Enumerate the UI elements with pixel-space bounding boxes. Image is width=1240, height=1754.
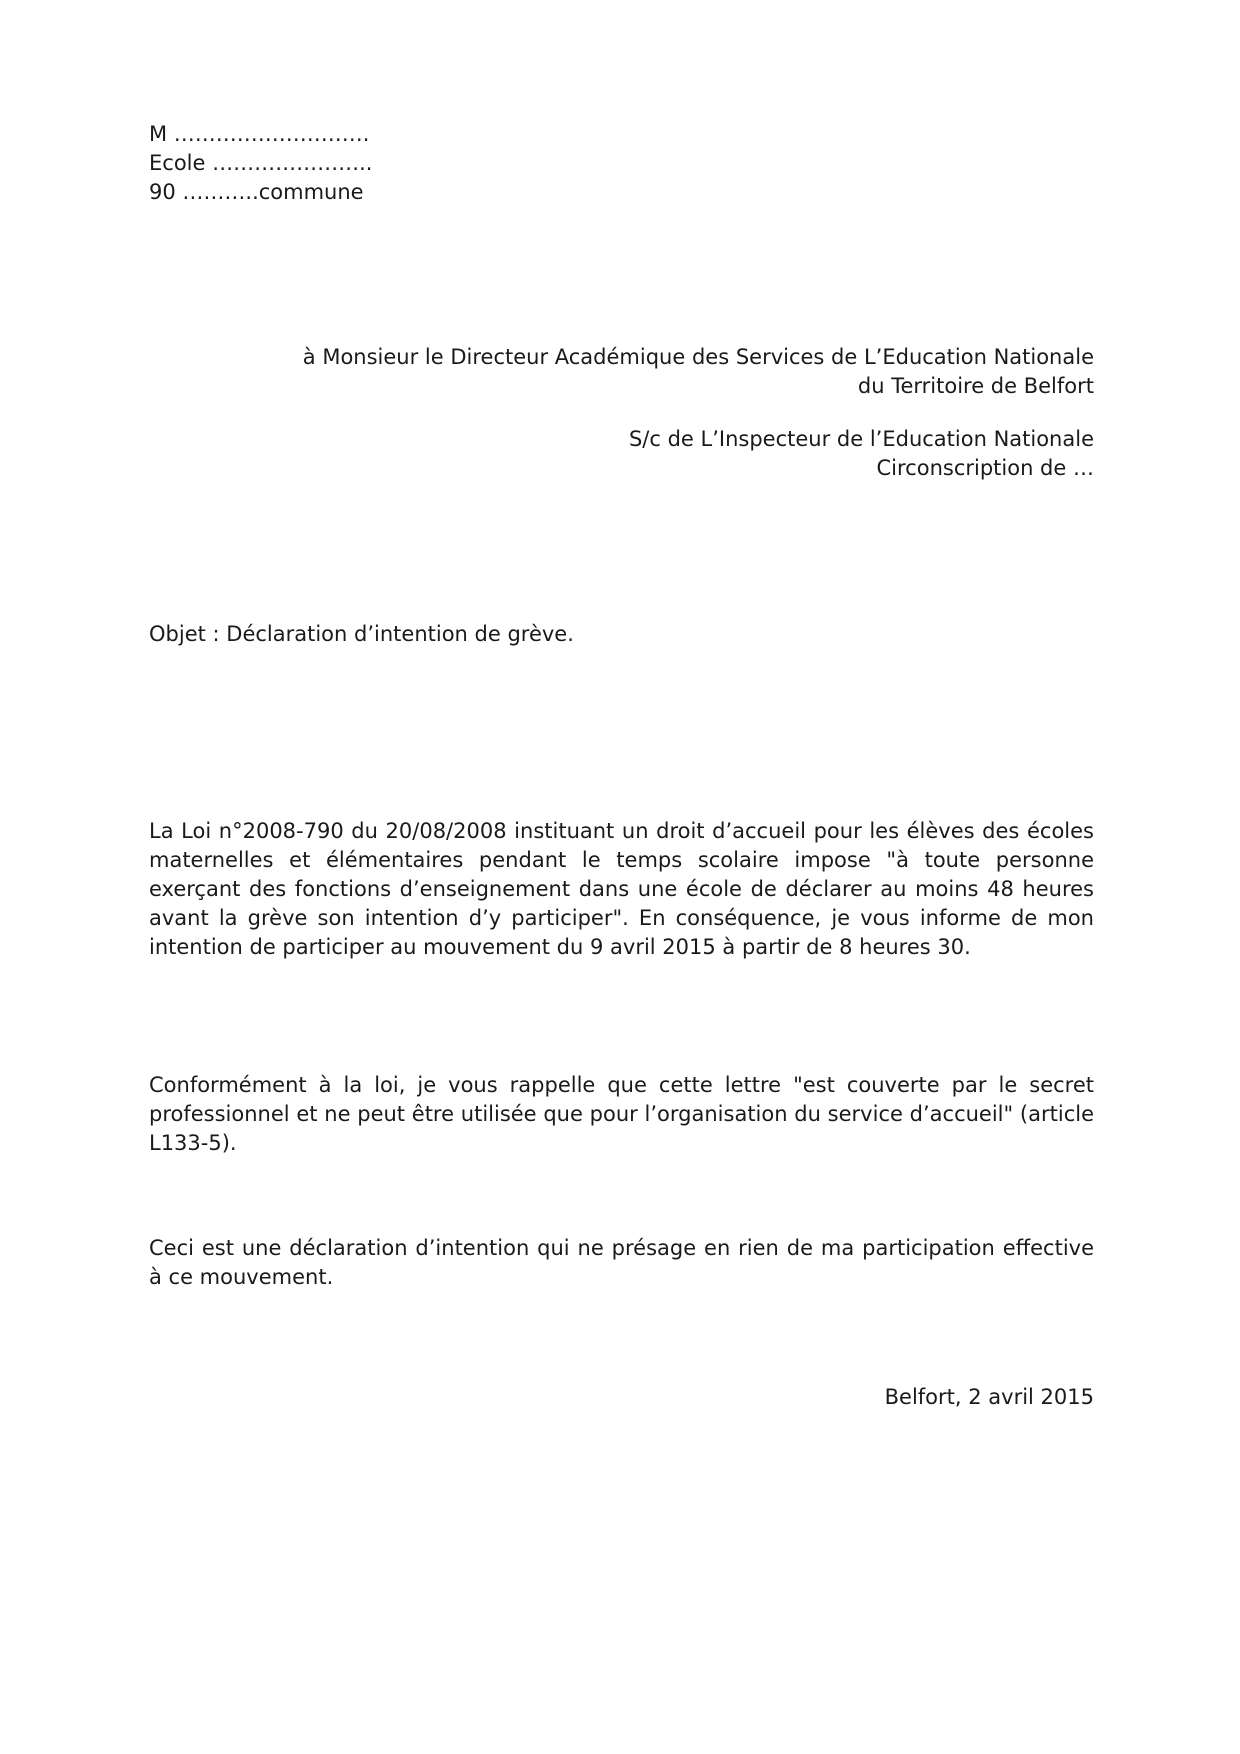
recipient-line-2: du Territoire de Belfort [857, 374, 1094, 398]
sender-town: 90 ………..commune [149, 180, 364, 204]
sender-address-block [149, 120, 649, 207]
via-address-block [394, 425, 1094, 483]
body-paragraph-3: Ceci est une déclaration d’intention qui ne présage en rien de ma participation effective à ce mouvement. [149, 1236, 1094, 1289]
recipient-line-1: à Monsieur le Directeur Académique des Services de L’Education Nationale [302, 345, 1094, 369]
date-place: Belfort, 2 avril 2015 [884, 1385, 1094, 1409]
via-line-1: S/c de L’Inspecteur de l’Education Nationale [628, 427, 1094, 451]
body-paragraph-1: La Loi n°2008-790 du 20/08/2008 instituant un droit d’accueil pour les élèves des écoles maternelles et élémentaires pendant le temps scolaire impose "à toute personne exerçant des fonctions d’enseignement dans une école de déclarer au moins 48 heures avant la grève son intention d’y participer". En conséquence, je vous informe de mon intention de participer au mouvement du 9 avril 2015 à partir de 8 heures 30. [149, 819, 1094, 959]
sender-name: M ………………………. [149, 122, 370, 146]
body-paragraph-2: Conformément à la loi, je vous rappelle que cette lettre "est couverte par le secret professionnel et ne peut être utilisée que pour l’organisation du service d’accueil" (article L133-5). [149, 1073, 1094, 1155]
sender-school: Ecole ………………….. [149, 151, 373, 175]
letter-subject: Objet : Déclaration d’intention de grève. [149, 622, 574, 646]
recipient-address-block [144, 343, 1094, 401]
via-line-2: Circonscription de … [876, 456, 1094, 480]
